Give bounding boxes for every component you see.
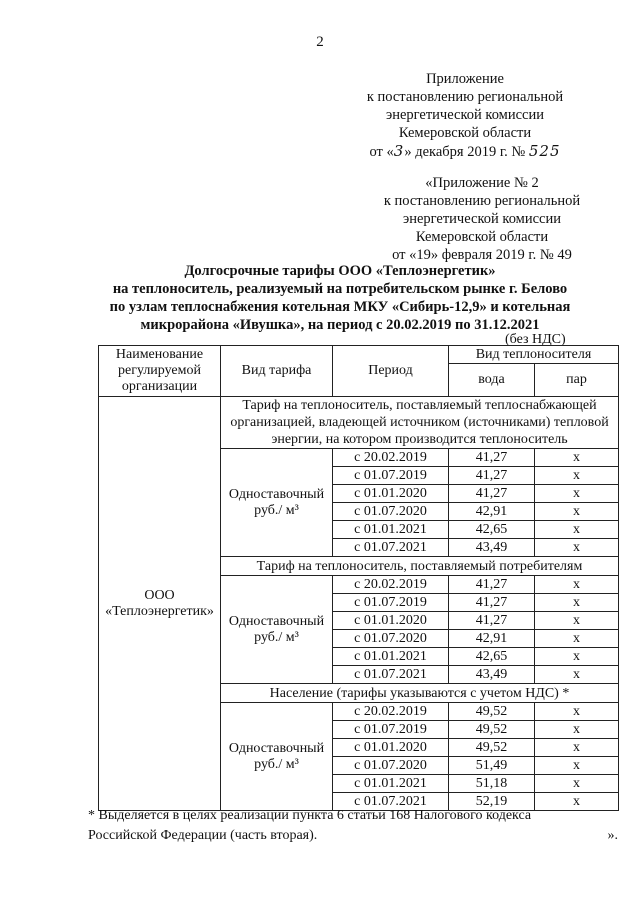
cell-steam: x	[535, 775, 619, 793]
cell-period: с 01.07.2021	[333, 793, 449, 811]
cell-water: 42,65	[449, 648, 535, 666]
header-row	[99, 346, 619, 364]
cell-steam: x	[535, 666, 619, 684]
cell-steam: x	[535, 467, 619, 485]
cell-period: с 01.01.2021	[333, 521, 449, 539]
cell-water: 41,27	[449, 576, 535, 594]
header-org: Наименование регулируемой организации	[99, 346, 221, 397]
annex2-line: от «19» февраля 2019 г. № 49	[392, 247, 572, 263]
footnote	[88, 806, 618, 846]
tariff-table	[98, 345, 619, 811]
title-line: по узлам теплоснабжения котельная МКУ «Сибирь-12,9» и котельная	[109, 299, 571, 315]
handwritten-day: 3	[393, 142, 405, 160]
cell-water: 43,49	[449, 666, 535, 684]
section-row	[99, 397, 619, 449]
tariff-table-body	[99, 346, 619, 811]
cell-water: 51,49	[449, 757, 535, 775]
annex-line: к постановлению региональной	[366, 89, 564, 105]
vat-note: (без НДС)	[505, 332, 566, 347]
cell-steam: x	[535, 539, 619, 557]
cell-steam: x	[535, 630, 619, 648]
cell-water: 41,27	[449, 612, 535, 630]
cell-period: с 01.07.2020	[333, 630, 449, 648]
header-carrier: Вид теплоносителя	[449, 346, 619, 364]
annex-header	[330, 70, 600, 161]
tariff-type: Одноставочный руб./ м³	[221, 703, 333, 811]
annex2-line: к постановлению региональной	[383, 193, 581, 209]
cell-water: 49,52	[449, 739, 535, 757]
cell-steam: x	[535, 449, 619, 467]
cell-water: 41,27	[449, 449, 535, 467]
cell-period: с 01.07.2019	[333, 467, 449, 485]
cell-water: 42,65	[449, 521, 535, 539]
cell-water: 42,91	[449, 630, 535, 648]
section-title: Население (тарифы указываются с учетом НДС) *	[221, 684, 619, 703]
section-title: Тариф на теплоноситель, поставляемый потребителям	[221, 557, 619, 576]
cell-steam: x	[535, 612, 619, 630]
date-middle: » декабря 2019 г. №	[404, 144, 526, 160]
closing-quote: ».	[607, 828, 618, 843]
annex-line: Приложение	[426, 71, 504, 87]
cell-period: с 01.07.2020	[333, 757, 449, 775]
cell-steam: x	[535, 503, 619, 521]
cell-steam: x	[535, 739, 619, 757]
org-name: ООО «Теплоэнергетик»	[99, 397, 221, 811]
cell-water: 52,19	[449, 793, 535, 811]
annex-date-line	[330, 142, 600, 161]
section-title: Тариф на теплоноситель, поставляемый теплоснабжающей организацией, владеющей источником (источниками) тепловой энергии, на котором производится теплоноситель	[221, 397, 619, 449]
cell-steam: x	[535, 485, 619, 503]
cell-water: 43,49	[449, 539, 535, 557]
header-steam: пар	[535, 364, 619, 397]
annex2-line: Кемеровской области	[415, 229, 549, 245]
header-period: Период	[333, 346, 449, 397]
cell-period: с 01.07.2020	[333, 503, 449, 521]
cell-water: 51,18	[449, 775, 535, 793]
cell-water: 41,27	[449, 467, 535, 485]
title-line: Долгосрочные тарифы ООО «Теплоэнергетик»	[184, 263, 496, 279]
cell-period: с 20.02.2019	[333, 449, 449, 467]
cell-water: 41,27	[449, 594, 535, 612]
cell-steam: x	[535, 757, 619, 775]
cell-period: с 01.01.2020	[333, 739, 449, 757]
cell-period: с 01.01.2020	[333, 612, 449, 630]
cell-period: с 01.07.2019	[333, 594, 449, 612]
cell-water: 49,52	[449, 703, 535, 721]
tariff-type: Одноставочный руб./ м³	[221, 576, 333, 684]
annex2-line: энергетической комиссии	[402, 211, 562, 227]
header-water: вода	[449, 364, 535, 397]
cell-water: 49,52	[449, 721, 535, 739]
annex2-header	[352, 174, 612, 264]
cell-period: с 01.07.2021	[333, 539, 449, 557]
title-line: микрорайона «Ивушка», на период с 20.02.2019 по 31.12.2021	[140, 317, 540, 333]
cell-steam: x	[535, 703, 619, 721]
cell-period: с 01.01.2021	[333, 648, 449, 666]
footnote-line: * Выделяется в целях реализации пункта 6 статьи 168 Налогового кодекса	[88, 808, 532, 823]
cell-period: с 01.01.2021	[333, 775, 449, 793]
cell-period: с 20.02.2019	[333, 703, 449, 721]
annex2-line: «Приложение № 2	[425, 175, 539, 191]
cell-period: с 01.01.2020	[333, 485, 449, 503]
cell-water: 41,27	[449, 485, 535, 503]
cell-period: с 01.07.2021	[333, 666, 449, 684]
cell-period: с 20.02.2019	[333, 576, 449, 594]
cell-period: с 01.07.2019	[333, 721, 449, 739]
page-number: 2	[316, 34, 324, 50]
title-line: на теплоноситель, реализуемый на потребительском рынке г. Белово	[112, 281, 568, 297]
handwritten-number: 525	[528, 142, 561, 160]
cell-steam: x	[535, 648, 619, 666]
document-title	[60, 262, 620, 334]
cell-steam: x	[535, 576, 619, 594]
date-prefix: от «	[369, 144, 394, 160]
cell-water: 42,91	[449, 503, 535, 521]
cell-steam: x	[535, 521, 619, 539]
tariff-type: Одноставочный руб./ м³	[221, 449, 333, 557]
cell-steam: x	[535, 594, 619, 612]
cell-steam: x	[535, 793, 619, 811]
annex-line: энергетической комиссии	[385, 107, 545, 123]
annex-line: Кемеровской области	[398, 125, 532, 141]
header-tariff-type: Вид тарифа	[221, 346, 333, 397]
cell-steam: x	[535, 721, 619, 739]
footnote-line: Российской Федерации (часть вторая).	[88, 828, 318, 843]
